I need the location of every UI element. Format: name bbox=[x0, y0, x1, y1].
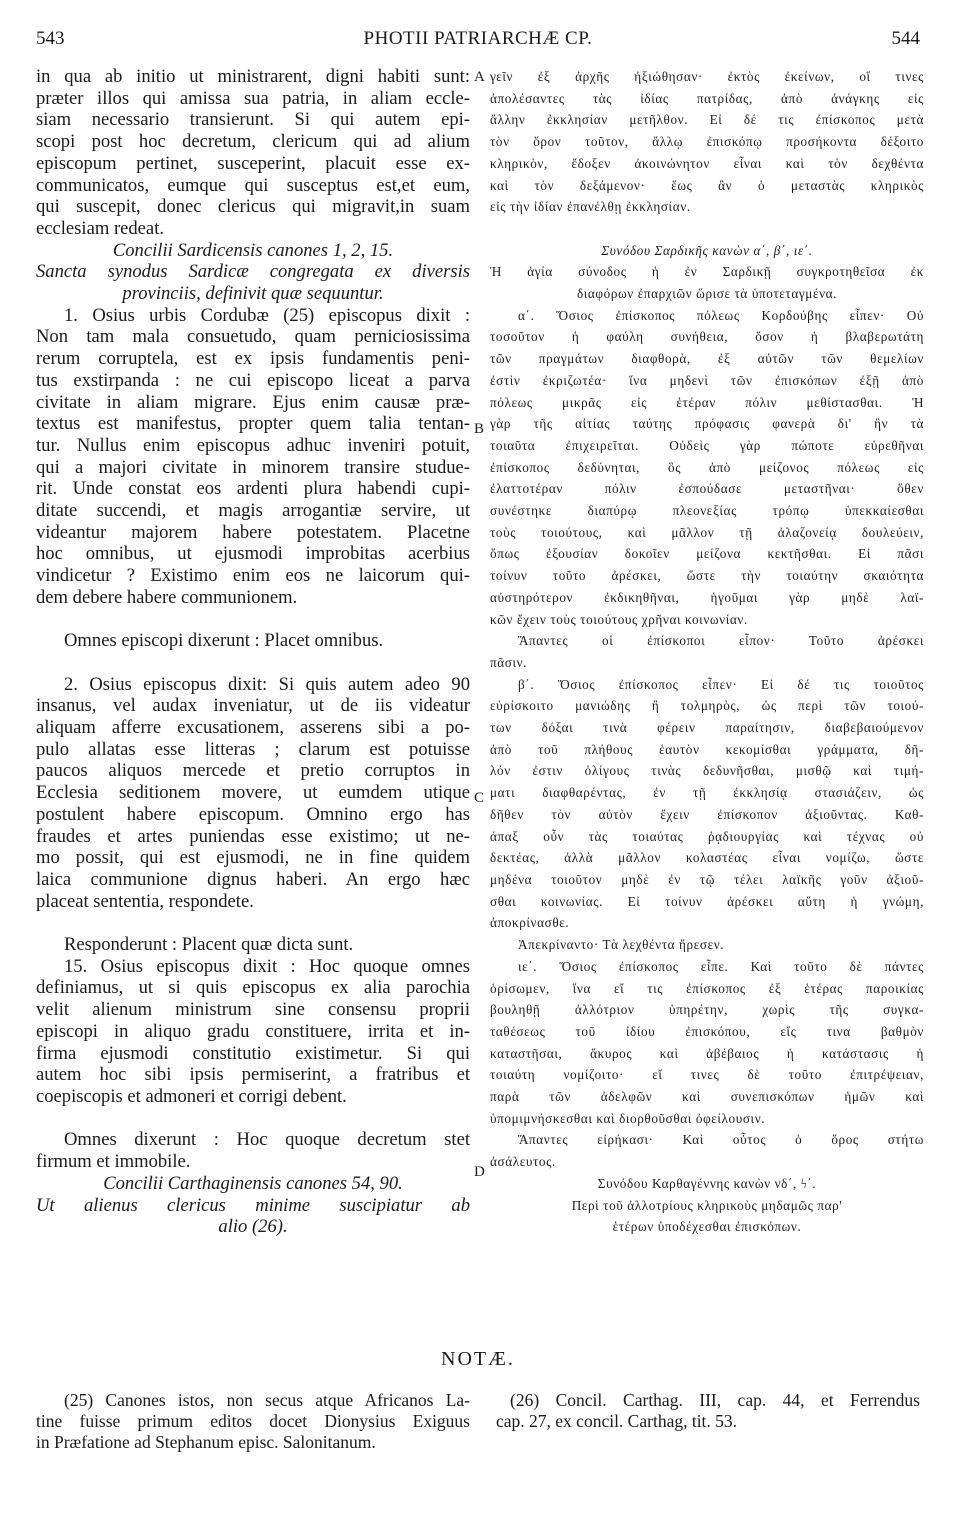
greek-line: καὶ τὸν δεξάμενον· ἕως ἂν ὁ μεταστὰς κληρικὸς bbox=[490, 177, 924, 193]
latin-line: qui suscepit, donec clericus qui migravit,in suam bbox=[36, 196, 470, 218]
latin-line: rit. Unde constat eos ardenti plura habendi cupi- bbox=[36, 478, 470, 500]
running-header bbox=[36, 28, 920, 58]
greek-line: τοίνυν τοῦτο ἀρέσκει, ὥστε τὴν τοιαύτην σκαιότητα bbox=[490, 568, 924, 584]
greek-line: ἐλαττοτέραν πόλιν ἐσπούδασε μεταστῆναι· ὅθεν bbox=[490, 481, 924, 497]
greek-line: Ἅπαντες εἰρήκασι· Καὶ οὗτος ὁ ὅρος στήτω bbox=[518, 1132, 924, 1148]
latin-line: Ut alienus clericus minime suscipiatur ab bbox=[36, 1194, 470, 1216]
footnote-line: tine fuisse primum editos docet Dionysius Exiguus bbox=[36, 1411, 470, 1431]
greek-line: ἐπίσκοπος δεδύνηται, ὃς ἀπὸ μείζονος πόλεως εἰς bbox=[490, 459, 924, 475]
canon-start: α΄. Ὅσιος ἐπίσκοπος πόλεως Κορδούβης εἶπεν· Οὐ bbox=[518, 307, 924, 323]
greek-line: ἀσάλευτος. bbox=[490, 1154, 556, 1170]
footnote-26 bbox=[496, 1390, 920, 1432]
latin-line: velit alienum ministrum sine consensu proprii bbox=[36, 999, 470, 1021]
section-heading: Concilii Carthaginensis canones 54, 90. bbox=[103, 1172, 403, 1194]
section-marker-c: C bbox=[474, 790, 485, 806]
greek-line: διαφόρων ἐπαρχιῶν ὥρισε τὰ ὑποτεταγμένα. bbox=[576, 286, 838, 302]
greek-line: Ἀπεκρίναντο· Τὰ λεχθέντα ἤρεσεν. bbox=[518, 937, 725, 953]
latin-column bbox=[36, 66, 470, 1238]
canon-start: ιε΄. Ὅσιος ἐπίσκοπος εἶπε. Καὶ τοῦτο δὲ πάντες bbox=[518, 958, 924, 974]
latin-line: Omnes dixerunt : Hoc quoque decretum stet bbox=[64, 1129, 470, 1151]
greek-line: ἀπολέσαντες τὰς ἰδίας πατρίδας, ἀπὸ ἀνάγκης εἰς bbox=[490, 90, 924, 106]
latin-line: siam necessario transierunt. Si qui autem epi- bbox=[36, 109, 470, 131]
latin-line: definiamus, ut si quis episcopus ex alia parochia bbox=[36, 977, 470, 999]
greek-line: τοσοῦτον ἡ φαύλη συνήθεια, ὅσον ἡ βλαβερωτάτη bbox=[490, 329, 924, 345]
latin-line: provinciis, definivit quæ sequuntur. bbox=[122, 283, 384, 305]
latin-line: ditate succendi, et magis arrogantiæ servire, ut bbox=[36, 500, 470, 522]
greek-column bbox=[490, 66, 924, 1238]
latin-line: tur. Nullus enim episcopus adhuc inveniri potuit, bbox=[36, 434, 470, 456]
section-heading: Concilii Sardicensis canones 1, 2, 15. bbox=[112, 239, 394, 261]
greek-line: βουληθῇ ἀλλότριον ὑπηρέτην, χωρὶς τῆς συγκα- bbox=[490, 1002, 924, 1018]
latin-line: Responderunt : Placent quæ dicta sunt. bbox=[64, 934, 354, 956]
latin-line: in qua ab initio ut ministrarent, digni habiti sunt: bbox=[36, 66, 470, 87]
running-title: PHOTII PATRIARCHÆ CP. bbox=[363, 28, 593, 49]
canon-start: 2. Osius episcopus dixit: Si quis autem adeo 90 bbox=[64, 673, 470, 695]
section-marker-d: D bbox=[474, 1164, 485, 1180]
latin-line: ecclesiam redeat. bbox=[36, 217, 165, 239]
greek-line: ταθέσεως τοῦ ἰδίου ἐπισκόπου, εἴς τινα βαθμὸν bbox=[490, 1023, 924, 1039]
latin-line: firmum et immobile. bbox=[36, 1151, 191, 1173]
latin-line: paucos aliquos mercede et pretio corruptos in bbox=[36, 760, 470, 782]
page-number-left: 543 bbox=[36, 28, 65, 49]
greek-line: άπαξ οὖν τὰς τοιαύτας ῥᾳδιουργίας καὶ τέχνας οὐ bbox=[490, 828, 924, 844]
latin-line: insanus, vel audax inveniatur, ut de iis videatur bbox=[36, 695, 470, 717]
latin-line: episcopi in aliquo gradu constituere, irrita et in- bbox=[36, 1020, 470, 1042]
greek-line: γεῖν ἐξ ἀρχῆς ἠξιώθησαν· ἐκτὸς ἐκείνων, οἵ τινες bbox=[490, 69, 924, 84]
footnote-line: cap. 27, ex concil. Carthag, tit. 53. bbox=[496, 1411, 738, 1431]
greek-line: εὑρίσκοιτο μανιώδης ἢ τολμηρὸς, ὡς περὶ τῶν τοιού- bbox=[490, 698, 924, 714]
greek-line: Περὶ τοῦ ἀλλοτρίους κληρικοὺς μηδαμῶς παρ' bbox=[571, 1197, 843, 1213]
greek-line: πόλεως μικρᾶς εἰς ἑτέραν πόλιν μεθίστασθαι. Ἡ bbox=[490, 394, 924, 410]
footnote-line: (26) Concil. Carthag. III, cap. 44, et Ferrendus bbox=[510, 1390, 920, 1410]
greek-line: εἰς τὴν ἰδίαν ἐπανέλθῃ ἐκκλησίαν. bbox=[490, 199, 691, 215]
latin-line: dem debere habere communionem. bbox=[36, 586, 298, 608]
greek-line: καταστῆσαι, ἄκυρος καὶ ἀβέβαιος ἡ κατάστασις ἡ bbox=[490, 1045, 924, 1061]
latin-line: Omnes episcopi dixerunt : Placet omnibus. bbox=[64, 630, 384, 652]
latin-line: præter illos qui amissa sua patria, in aliam eccle- bbox=[36, 87, 470, 109]
canon-start: 15. Osius episcopus dixit : Hoc quoque omnes bbox=[64, 955, 470, 977]
greek-line: ἀπὸ τοῦ πλήθους ἑαυτὸν κεκομίσθαι γράμματα, δῆ- bbox=[490, 741, 924, 757]
latin-line: autem hoc sibi ipsis permiserint, a fratribus et bbox=[36, 1064, 470, 1086]
latin-line: pulo allatas esse litteras ; clarum est potuisse bbox=[36, 738, 470, 760]
greek-line: αὐστηρότερον ἐκδικηθῆναι, ἡγοῦμαι γὰρ μηδὲ λαϊ- bbox=[490, 589, 924, 605]
latin-line: rerum corruptela, est ex ipsis fundamentis peni- bbox=[36, 348, 470, 370]
greek-line: τῶν πραγμάτων διαφθορὰ, ἐξ αὐτῶν τῶν θεμελίων bbox=[490, 351, 924, 367]
latin-line: episcopum pertinet, susceperint, placuit esse ex- bbox=[36, 152, 470, 174]
latin-line: alio (26). bbox=[218, 1216, 288, 1238]
latin-line: tus exstirpanda : ne cui episcopo liceat a parva bbox=[36, 369, 470, 391]
latin-line: Sancta synodus Sardicæ congregata ex diversis bbox=[36, 261, 470, 283]
greek-line: ἑτέρων ὑποδέχεσθαι ἐπισκόπων. bbox=[612, 1219, 802, 1235]
greek-line: ὅπως ἐξουσίαν δοκοῖεν μείζονα κεκτῆσθαι. Εἰ πᾶσι bbox=[490, 546, 924, 562]
greek-line: ματι διαφθαρέντας, ἐν τῇ ἐκκλησίᾳ στασιάζειν, ὡς bbox=[490, 785, 924, 801]
latin-line: vindicetur ? Existimo enim eos ne laicorum qui- bbox=[36, 565, 470, 587]
latin-line: fraudes et artes puniendas esse existimo; ut ne- bbox=[36, 825, 470, 847]
greek-line: τοιαῦτα ἐπιχειρεῖται. Οὐδεὶς γὰρ πώποτε εὑρεθῆναι bbox=[490, 437, 924, 453]
greek-line: ἐστὶν ἐκριζωτέα· ἵνα μηδενὶ τῶν ἐπισκόπων ἐξῇ ἀπὸ bbox=[490, 372, 924, 388]
canon-start: 1. Osius urbis Cordubæ (25) episcopus dixit : bbox=[64, 304, 470, 326]
latin-line: mo possit, qui est ejusmodi, ne in fine quidem bbox=[36, 847, 470, 869]
greek-line: τὸν ὅρον τοῦτον, ἄλλῳ ἐπισκόπῳ προσήκοντα δέξοιτο bbox=[490, 134, 924, 150]
greek-line: λόν ἐστιν ὀλίγους τινὰς δεδυνῆσθαι, μισθῷ καὶ τιμή- bbox=[490, 763, 924, 779]
greek-line: τοὺς τοιούτους, καὶ μᾶλλον τῇ ἀλαζονείᾳ δουλεύειν, bbox=[490, 524, 924, 540]
latin-line: hoc omnibus, ut ejusmodi improbitas acerbius bbox=[36, 543, 470, 565]
canon-start: β΄. Ὅσιος ἐπίσκοπος εἶπεν· Εἰ δέ τις τοιοῦτος bbox=[518, 676, 924, 692]
latin-line: qui a majori civitate in minorem transire studue- bbox=[36, 456, 470, 478]
greek-line: συνέστηκε διαπύρῳ πλεονεξίας τρόπῳ ὑπεκκαίεσθαι bbox=[490, 503, 924, 519]
greek-line: δῆθεν τὸν αὐτὸν ἔχειν ἐπίσκοπον ἀξιοῦντας. Καθ- bbox=[490, 806, 924, 822]
latin-line: civitate in aliam migrare. Ejus enim causæ præ- bbox=[36, 391, 470, 413]
section-marker-b: B bbox=[474, 421, 485, 437]
greek-line: ὁρίσωμεν, ἵνα εἴ τις ἐπίσκοπος ἐξ ἑτέρας παροικίας bbox=[490, 980, 924, 996]
section-heading: Συνόδου Καρθαγέννης κανὼν νδ΄, ϟ΄. bbox=[597, 1175, 817, 1191]
greek-line: πᾶσιν. bbox=[490, 654, 528, 670]
greek-line: των δόξαι τινὰ φέρειν παραίτησιν, διαβεβαιούμενον bbox=[490, 720, 924, 736]
section-heading: Συνόδου Σαρδικῆς κανὼν α΄, β΄, ιε΄. bbox=[601, 242, 813, 258]
latin-line: coepiscopis et admoneri et corrigi debent. bbox=[36, 1086, 347, 1107]
latin-line: textus est manifestus, propter quem talia tentan- bbox=[36, 413, 470, 435]
latin-line: Non tam mala consuetudo, quam perniciosissima bbox=[36, 326, 470, 348]
greek-line: ἄλλην ἐκκλησίαν μετῆλθον. Εἰ δέ τις ἐπίσκοπος μετὰ bbox=[490, 112, 924, 128]
greek-line: παρὰ τῶν ἀδελφῶν καὶ συνεπισκόπων ἡμῶν καὶ bbox=[490, 1089, 924, 1105]
section-marker-a: A bbox=[474, 69, 485, 85]
notes-heading: NOTÆ. bbox=[441, 1348, 515, 1370]
latin-line: communicatos, eumque qui susceptus est,et eum, bbox=[36, 174, 470, 196]
greek-line: Ἡ ἁγία σύνοδος ἡ ἐν Σαρδικῇ συγκροτηθεῖσα ἐκ bbox=[490, 264, 924, 280]
greek-line: ὑπομιμνήσκεσθαι καὶ διορθοῦσθαι ὀφείλουσιν. bbox=[490, 1110, 766, 1126]
footnote-line: in Præfatione ad Stephanum episc. Salonitanum. bbox=[36, 1432, 376, 1452]
footnote-line: (25) Canones istos, non secus atque Africanos La- bbox=[64, 1390, 470, 1410]
latin-line: firma ejusmodi constitutio existimetur. Si qui bbox=[36, 1042, 470, 1064]
latin-line: laica communione dignus haberi. An ergo hæc bbox=[36, 868, 470, 890]
latin-line: aliquam afferre excusationem, asserens sibi a po- bbox=[36, 717, 470, 739]
latin-line: scopi post hoc decretum, clericum qui ad alium bbox=[36, 131, 470, 153]
greek-line: ἀποκρίνασθε. bbox=[490, 915, 570, 931]
greek-line: τοιαύτη νομίζοιτο· εἴ τινες δὲ τοῦτο ἐπιτρέψειαν, bbox=[490, 1067, 924, 1083]
greek-line: γὰρ τῆς αἰτίας ταύτης πρόφασις φανερὰ δι' ἣν τὰ bbox=[490, 416, 924, 432]
latin-line: Ecclesia seditionem movere, ut eumdem utique bbox=[36, 782, 470, 804]
latin-line: placeat sententia, respondete. bbox=[36, 890, 254, 912]
page-number-right: 544 bbox=[891, 28, 920, 49]
greek-line: σθαι κοινωνίας. Εἰ τοίνυν ἀρέσκει αὕτη ἡ γνώμη, bbox=[490, 893, 924, 909]
greek-line: δεκτέας, ἀλλὰ μᾶλλον κολαστέας εἶναι νομίζω, ὥστε bbox=[490, 850, 924, 866]
latin-line: videantur majorem habere potestatem. Placetne bbox=[36, 521, 470, 543]
greek-line: κληρικὸν, ἔδοξεν ἀκοινώνητον εἶναι καὶ τὸν δεχθέντα bbox=[490, 155, 924, 171]
greek-line: μηδένα τοιοῦτον μηδὲ ἐν τῷ τέλει λαϊκῆς γοῦν ἀξιοῦ- bbox=[490, 872, 924, 887]
footnote-25 bbox=[36, 1390, 470, 1453]
greek-line: κῶν ἔχειν τοὺς τοιούτους χρῆναι κοινωνίαν. bbox=[490, 611, 748, 627]
latin-line: postulent habere episcopum. Omnino ergo has bbox=[36, 803, 470, 825]
greek-line: Ἅπαντες οἱ ἐπίσκοποι εἶπον· Τοῦτο ἀρέσκει bbox=[518, 633, 924, 649]
